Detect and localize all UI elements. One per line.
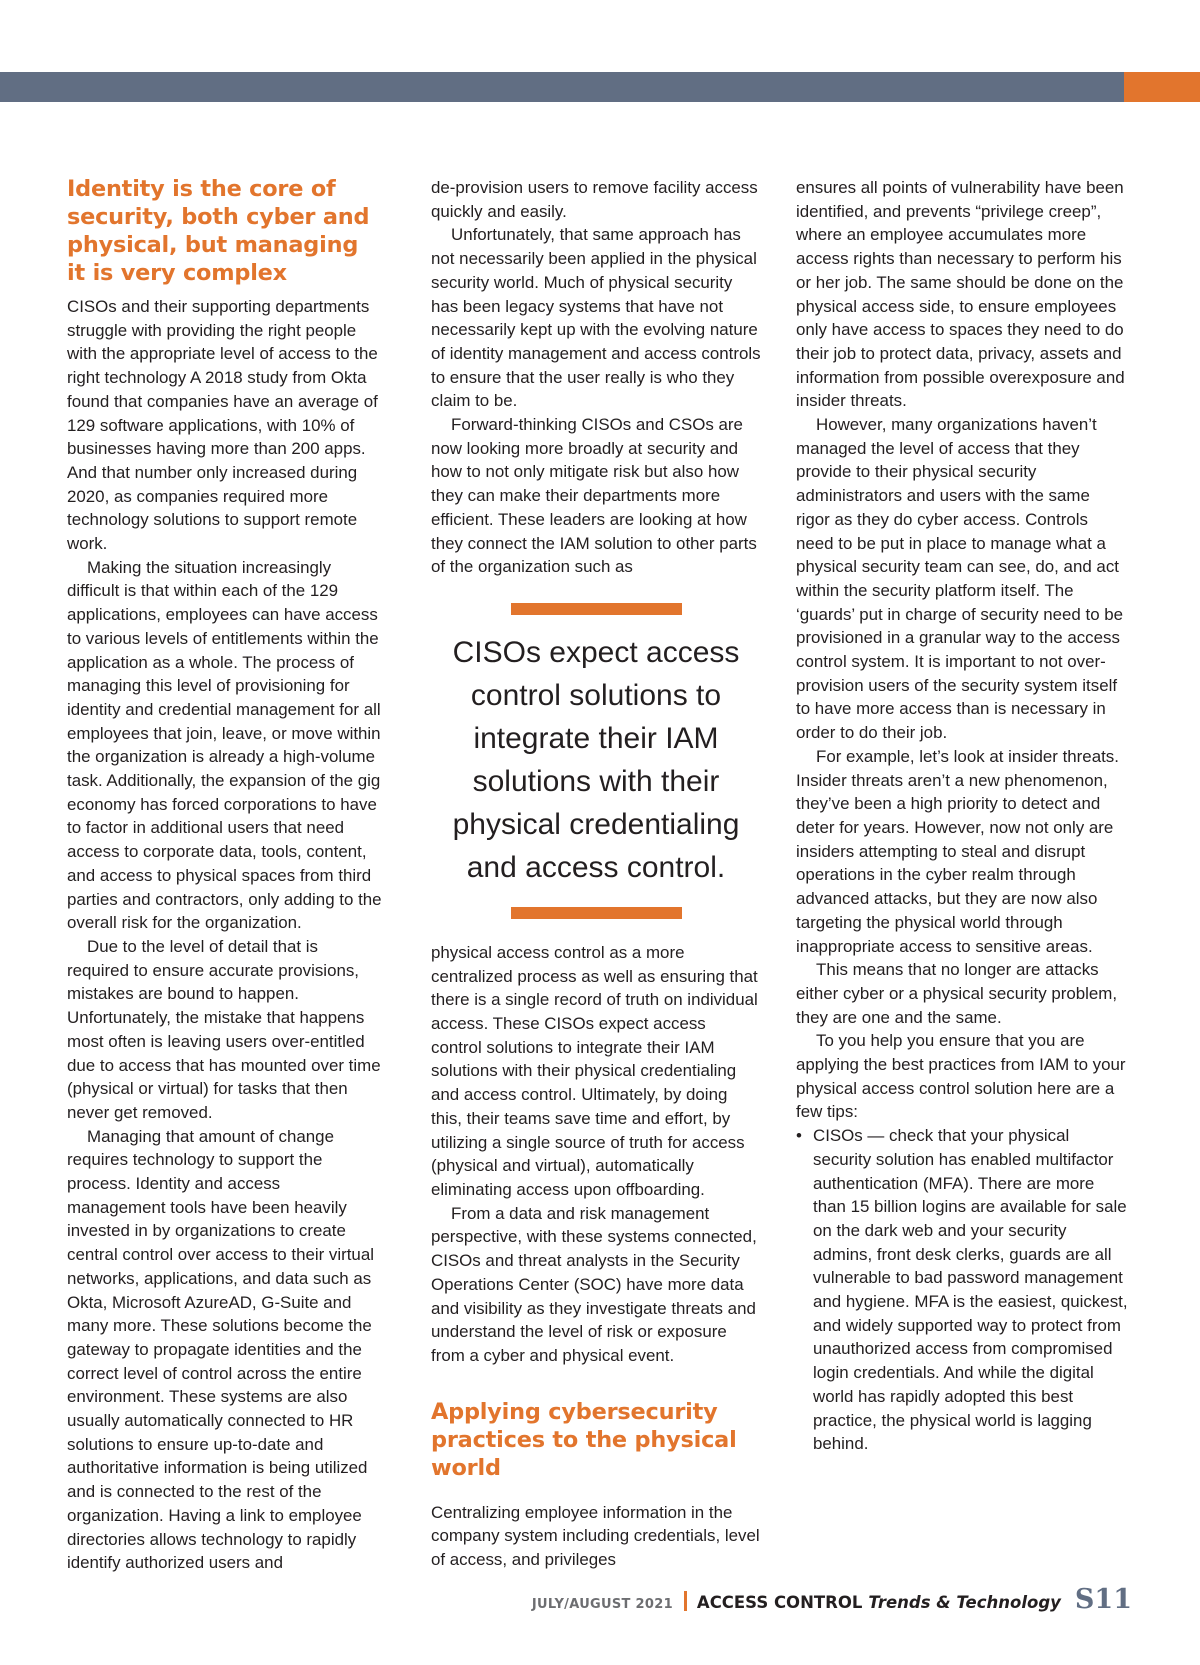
tips-list [796, 1124, 1128, 1456]
header-accent-tab [1124, 72, 1200, 102]
paragraph: However, many organizations haven’t managed the level of access that they provide to their physical security administrators and users with the same rigor as they do cyber access. Controls need to be put in place to manage what a physical security team can see, do, and act within the security platform itself. The ‘guards’ put in charge of security need to be provisioned in a granular way to the access control system. It is important to not over-provision users of the security system itself to have more access than is necessary in order to do their job. [796, 415, 1124, 743]
section-heading-applying: Applying cybersecurity practices to the physical world [431, 1398, 737, 1481]
paragraph: Unfortunately, that same approach has not necessarily been applied in the physical security world. Much of physical security has been legacy systems that have not necessarily kept up with the evolving nature of identity management and access controls to ensure that the user really is who they claim to be. [431, 225, 761, 411]
paragraph: For example, let’s look at insider threats. Insider threats aren’t a new phenomenon, they’ve been a high priority to detect and deter for years. However, now not only are insiders attempting to steal and disrupt operations in the cyber realm through advanced attacks, but they are now also targeting the physical world through inappropriate access to sensitive areas. [796, 746, 1119, 956]
column-2 [431, 176, 761, 1572]
magazine-suffix: Trends & Technology [868, 1593, 1061, 1612]
column-3 [796, 176, 1128, 1456]
paragraph: Managing that amount of change requires technology to support the process. Identity and access management tools have been heavily invested in by organizations to create central control over access to their virtual networks, applications, and data such as Okta, Microsoft AzureAD, G-Suite and many more. These solutions become the gateway to propagate identities and the correct level of control across the entire environment. These systems are also usually automatically connected to HR solutions to ensure up-to-date and authoritative information is being utilized and is connected to the rest of the organization. Having a link to employee directories allows technology to rapidly identify authorized users and [67, 1126, 374, 1573]
paragraph: This means that no longer are attacks either cyber or a physical security problem, they are one and the same. [796, 960, 1118, 1027]
paragraph: de-provision users to remove facility access quickly and easily. [431, 178, 758, 221]
paragraph: CISOs and their supporting departments struggle with providing the right people with the appropriate level of access to the right technology A 2018 study from Okta found that companies have an average of 129 software applications, with 10% of businesses having more than 200 apps. And that number only increased during 2020, as companies required more technology solutions to support remote work. [67, 297, 378, 554]
page-footer [532, 1584, 1132, 1615]
paragraph: Forward-thinking CISOs and CSOs are now looking more broadly at security and how to not only mitigate risk but also how they can make their departments more efficient. These leaders are looking at how they connect the IAM solution to other parts of the organization such as [431, 415, 757, 577]
list-item [796, 1124, 1128, 1456]
paragraph: ensures all points of vulnerability have been identified, and prevents “privilege creep”, where an employee accumulates more access rights than necessary to perform his or her job. The same should be done on the physical access side, to ensure employees only have access to spaces they need to do their job to protect data, privacy, assets and information from possible overexposure and insider threats. [796, 178, 1125, 411]
paragraph: To you help you ensure that you are applying the best practices from IAM to your physical access control solution here are a few tips: [796, 1031, 1126, 1122]
paragraph: Centralizing employee information in the company system including credentials, level of access, and privileges [431, 1502, 760, 1570]
header-color-band [0, 72, 1200, 102]
column-1 [67, 176, 383, 1575]
footer-divider [684, 1591, 687, 1611]
paragraph: Due to the level of detail that is required to ensure accurate provisions, mistakes are bound to happen. Unfortunately, the mistake that happens most often is leaving users over-entitled due to access that has mounted over time (physical or virtual) for tasks that then never get removed. [67, 936, 381, 1122]
bullet-icon: • [796, 1126, 802, 1146]
paragraph: Making the situation increasingly difficult is that within each of the 129 applications, employees can have access to various levels of entitlements within the application as a whole. The process of managing this level of provisioning for identity and credential management for all employees that join, leave, or move within the organization is already a high-volume task. Additionally, the expansion of the gig economy has forced corporations to have to factor in additional users that need access to corporate data, tools, content, and access to physical spaces from third parties and contractors, only adding to the overall risk for the organization. [67, 557, 382, 933]
pull-quote-top-rule [511, 603, 682, 615]
pull-quote [431, 603, 761, 919]
paragraph: physical access control as a more centralized process as well as ensuring that there is a single record of truth on individual access. These CISOs expect access control solutions to integrate their IAM solutions with their physical credentialing and access control. Ultimately, by doing this, their teams save time and effort, by utilizing a single source of truth for access (physical and virtual), automatically eliminating access upon offboarding. [431, 942, 758, 1199]
pull-quote-bottom-rule [511, 907, 682, 919]
page-number: S11 [1074, 1584, 1132, 1615]
pull-quote-text: CISOs expect access control solutions to integrate their IAM solutions with their physical credentialing and access control. [452, 635, 740, 884]
paragraph: From a data and risk management perspective, with these systems connected, CISOs and threat analysts in the Security Operations Center (SOC) have more data and visibility as they investigate threats and understand the level of risk or exposure from a cyber and physical event. [431, 1203, 757, 1365]
magazine-name: ACCESS CONTROL [696, 1593, 863, 1612]
section-heading-identity: Identity is the core of security, both cyber and physical, but managing it is very complex [67, 176, 370, 286]
list-item-text: CISOs — check that your physical security solution has enabled multifactor authentication (MFA). There are more than 15 billion logins are available for sale on the dark web and your security admins, front desk clerks, guards are all vulnerable to bad password management and hygiene. MFA is the easiest, quickest, and widely supported way to protect from unauthorized access from compromised login credentials. And while the digital world has rapidly adopted this best practice, the physical world is lagging behind. [813, 1126, 1128, 1454]
issue-date: JULY/AUGUST 2021 [531, 1597, 673, 1612]
